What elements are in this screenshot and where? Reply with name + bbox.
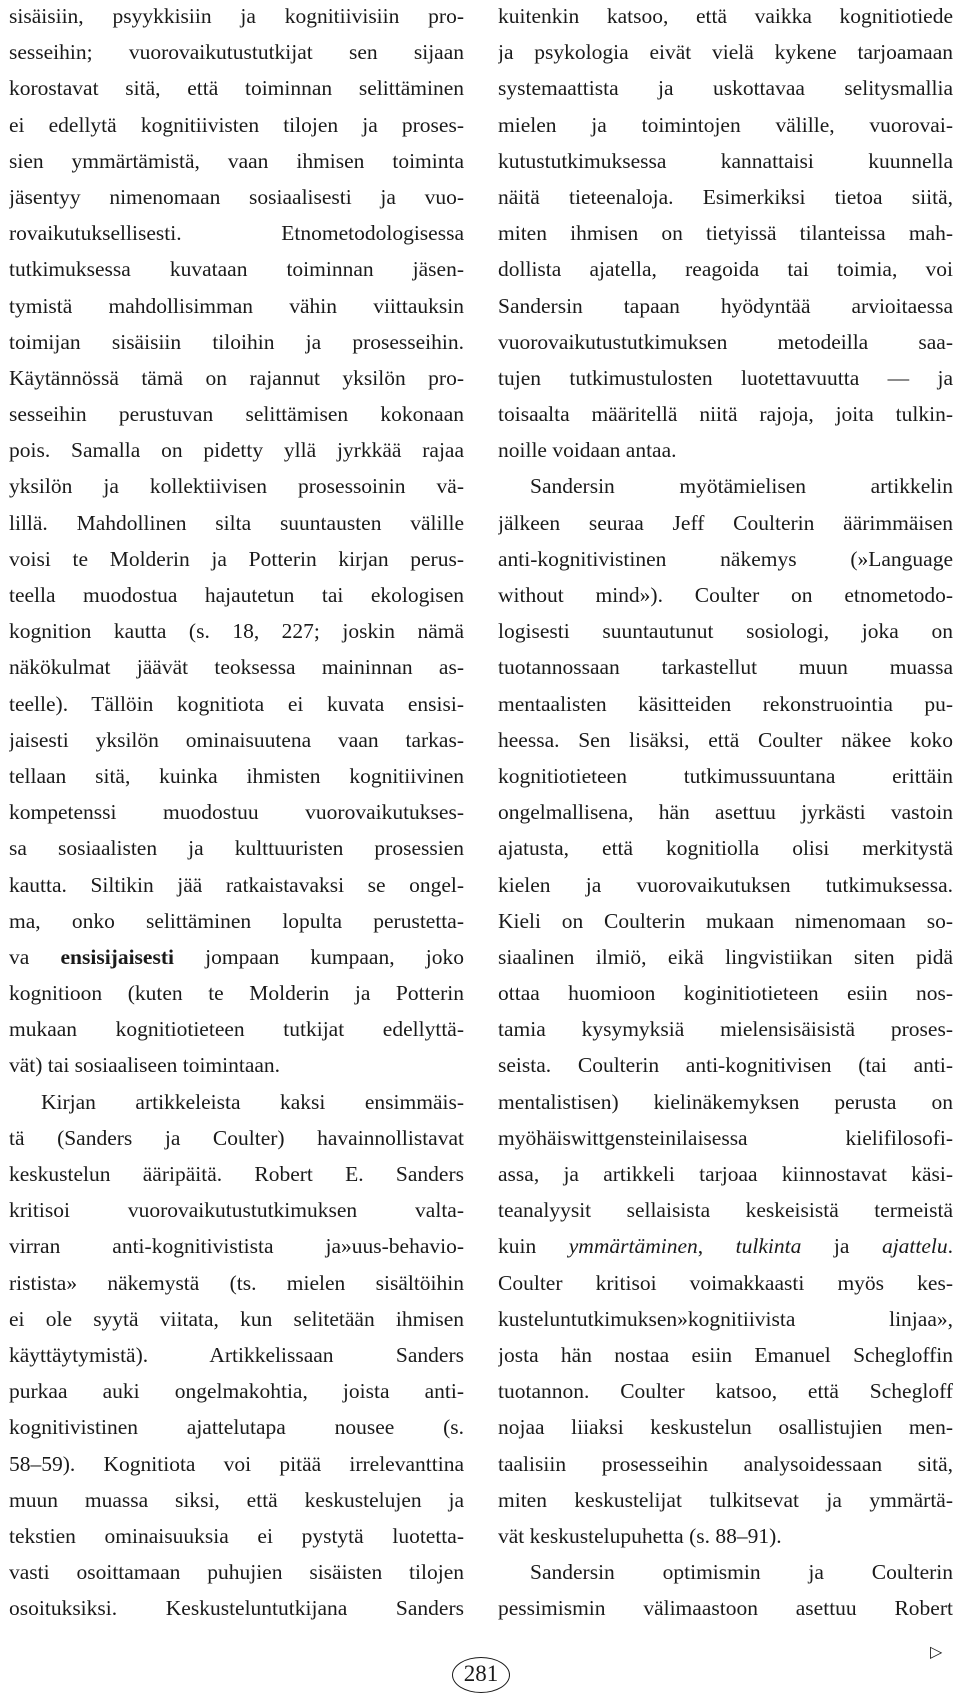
text-line: muun muassa siksi, että keskustelujen ja bbox=[9, 1487, 464, 1512]
text-line: ja psykologia eivät vielä kykene tarjoamaan bbox=[498, 40, 953, 65]
text-line: kognitiotieteen tutkimussuuntana erittäin bbox=[498, 763, 953, 788]
text-line: myöhäiswittgensteinilaisessa kielifilosofi- bbox=[498, 1125, 953, 1150]
paragraph-start-line: Sandersin myötämielisen artikkelin bbox=[530, 474, 953, 499]
text-line: jäsentyy nimenomaan sosiaalisesti ja vuo- bbox=[9, 184, 464, 209]
text-line: seista. Coulterin anti-kognitivisen (tai anti- bbox=[498, 1053, 953, 1078]
text-line: tellaan sitä, kuinka ihmisten kognitiivinen bbox=[9, 763, 464, 788]
text-line: rovaikutuksellisesti. Etnometodologisessa bbox=[9, 221, 464, 246]
text-line: Coulter kritisoi voimakkaasti myös kes- bbox=[498, 1270, 953, 1295]
text-line: keskustelun ääripäitä. Robert E. Sanders bbox=[9, 1162, 464, 1186]
text-line: tujen tutkimustulosten luotettavuutta — ja bbox=[498, 365, 953, 390]
text-line: mielen ja toimintojen välille, vuorovai- bbox=[498, 112, 953, 137]
paragraph-start-line: Sandersin optimismin ja Coulterin bbox=[530, 1560, 953, 1585]
paragraph-end-line: vät) tai sosiaaliseen toimintaan. bbox=[9, 1053, 281, 1078]
text-line: teelle). Tällöin kognitiota ei kuvata ensisi- bbox=[9, 691, 464, 716]
text-line: kritisoi vuorovaikutustutkimuksen valta- bbox=[9, 1198, 464, 1223]
text-line-with-emphasis bbox=[9, 939, 464, 975]
text-line: osoituksiksi. Keskusteluntutkijana Sanders bbox=[9, 1596, 464, 1621]
italic-term: tulkinta bbox=[735, 1234, 802, 1259]
text-line: kutustutkimuksessa kannattaisi kuunnella bbox=[498, 148, 953, 173]
paragraph-end-line: noille voidaan antaa. bbox=[498, 438, 677, 463]
text-line: Sandersin tapaan hyödyntää arvioitaessa bbox=[498, 293, 953, 318]
text-line: pessimismin välimaastoon asettuu Robert bbox=[498, 1596, 953, 1621]
text-line: kognitioon (kuten te Molderin ja Potterin bbox=[9, 981, 464, 1006]
text-line: korostavat sitä, että toiminnan selittäminen bbox=[9, 76, 464, 101]
text-line: jälkeen seuraa Jeff Coulterin äärimmäisen bbox=[498, 510, 953, 535]
text-line: toimijan sisäisiin tiloihin ja prosesseihin. bbox=[9, 329, 464, 354]
left-text-column bbox=[9, 0, 464, 1626]
text-line: ei ole syytä viitata, kun selitetään ihmisen bbox=[9, 1306, 464, 1331]
page-number: 281 bbox=[452, 1657, 510, 1693]
text-line: sisäisiin, psyykkisiin ja kognitiivisiin pro- bbox=[9, 4, 464, 28]
text-line: sesseihin perustuvan selittämisen kokonaan bbox=[9, 402, 464, 427]
text-line: sien ymmärtämistä, vaan ihmisen toiminta bbox=[9, 148, 464, 173]
text-line: nojaa liiaksi keskustelun osallistujien men- bbox=[498, 1415, 953, 1440]
text-segment: va bbox=[9, 944, 61, 969]
text-line: Käytännössä tämä on rajannut yksilön pro- bbox=[9, 365, 464, 390]
text-line: kusteluntutkimuksen»kognitiivista linjaa», bbox=[498, 1306, 953, 1331]
text-segment: kuin bbox=[498, 1234, 569, 1259]
text-segment: . bbox=[947, 1234, 953, 1259]
text-segment: , bbox=[697, 1234, 736, 1259]
text-line: miten ihmisen on tietyissä tilanteissa mah- bbox=[498, 221, 953, 246]
text-line: logisesti suuntautunut sosiologi, joka on bbox=[498, 619, 953, 644]
text-segment: ja bbox=[801, 1234, 882, 1259]
text-line: vasti osoittamaan puhujien sisäisten tilojen bbox=[9, 1560, 464, 1585]
text-line: tamia kysymyksiä mielensisäisistä proses- bbox=[498, 1017, 953, 1042]
text-line: kuitenkin katsoo, että vaikka kognitiotiede bbox=[498, 4, 953, 28]
text-line: ristista» näkemystä (ts. mielen sisältöihin bbox=[9, 1270, 464, 1295]
text-line: ei edellytä kognitiivisten tilojen ja proses- bbox=[9, 112, 464, 137]
text-line: kompetenssi muodostuu vuorovaikutukses- bbox=[9, 800, 464, 825]
text-line-with-italics bbox=[498, 1228, 953, 1264]
text-line: Kieli on Coulterin mukaan nimenomaan so- bbox=[498, 908, 953, 933]
text-line: kautta. Siltikin jää ratkaistavaksi se ongel- bbox=[9, 872, 464, 897]
paragraph-start-line: Kirjan artikkeleista kaksi ensimmäis- bbox=[41, 1089, 464, 1114]
text-line: tekstien ominaisuuksia ei pystytä luotetta- bbox=[9, 1523, 464, 1548]
text-line: josta hän nostaa esiin Emanuel Schegloffin bbox=[498, 1342, 953, 1367]
text-line: ottaa huomioon koginitiotieteen esiin nos- bbox=[498, 981, 953, 1006]
text-line: kognitivistinen ajattelutapa nousee (s. bbox=[9, 1415, 464, 1440]
text-line: mentalistisen) kielinäkemyksen perusta on bbox=[498, 1089, 953, 1114]
italic-term: ymmärtäminen bbox=[568, 1234, 698, 1259]
text-line: pois. Samalla on pidetty yllä jyrkkää rajaa bbox=[9, 438, 464, 463]
text-line: ma, onko selittäminen lopulta perustetta- bbox=[9, 908, 464, 933]
text-line: dollista ajatella, reagoida tai toimia, voi bbox=[498, 257, 953, 282]
text-line: mukaan kognitiotieteen tutkijat edellyttä- bbox=[9, 1017, 464, 1042]
text-line: toisaalta määritellä niitä rajoja, joita tulkin- bbox=[498, 402, 953, 427]
text-line: virran anti-kognitivistista ja»uus-behavio- bbox=[9, 1234, 464, 1259]
text-line: vuorovaikutustutkimuksen metodeilla saa- bbox=[498, 329, 953, 354]
text-line: anti-kognitivistinen näkemys (»Language bbox=[498, 546, 953, 571]
text-line: tymistä mahdollisimman vähin viittauksin bbox=[9, 293, 464, 318]
text-line: assa, ja artikkeli tarjoaa kiinnostavat käsi- bbox=[498, 1162, 953, 1186]
text-line: voisi te Molderin ja Potterin kirjan perus- bbox=[9, 546, 464, 571]
text-line: miten keskustelijat tulkitsevat ja ymmärtä- bbox=[498, 1487, 953, 1512]
text-line: näkökulmat jäävät teoksessa maininnan as- bbox=[9, 655, 464, 680]
text-line: kielen ja vuorovaikutuksen tutkimuksessa. bbox=[498, 872, 953, 897]
text-line: tä (Sanders ja Coulter) havainnollistavat bbox=[9, 1125, 464, 1150]
text-line: without mind»). Coulter on etnometodo- bbox=[498, 583, 953, 607]
text-line: taalisiin prosesseihin analysoidessaan sitä, bbox=[498, 1451, 953, 1476]
text-line: tutkimuksessa kuvataan toiminnan jäsen- bbox=[9, 257, 464, 282]
text-line: kognition kautta (s. 18, 227; joskin nämä bbox=[9, 619, 464, 644]
text-line: sa sosiaalisten ja kulttuuristen prosessien bbox=[9, 836, 464, 861]
paragraph-end-line: vät keskustelupuhetta (s. 88–91). bbox=[498, 1523, 782, 1548]
text-line: tuotannossaan tarkastellut muun muassa bbox=[498, 655, 953, 680]
text-line: näitä tieteenaloja. Esimerkiksi tietoa siitä, bbox=[498, 184, 953, 209]
text-line: siaalinen ilmiö, eikä lingvistiikan siten pidä bbox=[498, 944, 953, 969]
text-line: purkaa auki ongelmakohtia, joista anti- bbox=[9, 1379, 464, 1404]
text-line: yksilön ja kollektiivisen prosessoinin vä- bbox=[9, 474, 464, 499]
text-line: ajatusta, että kognitiolla olisi merkitystä bbox=[498, 836, 953, 861]
text-line: sesseihin; vuorovaikutustutkijat sen sijaan bbox=[9, 40, 464, 65]
text-line: 58–59). Kognitiota voi pitää irrelevanttina bbox=[9, 1451, 464, 1476]
italic-term: ajattelu bbox=[881, 1234, 948, 1259]
text-line: ongelmallisena, hän asettuu jyrkästi vastoin bbox=[498, 800, 953, 825]
text-line: teella muodostua hajautetun tai ekologisen bbox=[9, 583, 464, 607]
right-text-column bbox=[498, 0, 953, 1626]
bold-emphasis: ensisijaisesti bbox=[60, 944, 174, 969]
text-line: heessa. Sen lisäksi, että Coulter näkee koko bbox=[498, 727, 953, 752]
text-line: mentaalisten käsitteiden rekonstruointia pu- bbox=[498, 691, 953, 716]
text-line: teanalyysit sellaisista keskeisistä termeistä bbox=[498, 1198, 953, 1223]
text-line: tuotannon. Coulter katsoo, että Schegloff bbox=[498, 1379, 953, 1404]
continue-arrow-icon: ▷ bbox=[930, 1644, 943, 1661]
text-line: lillä. Mahdollinen silta suuntausten välille bbox=[9, 510, 464, 535]
text-line: jaisesti yksilön ominaisuutena vaan tarkas- bbox=[9, 727, 464, 752]
text-line: systemaattista ja uskottavaa selitysmallia bbox=[498, 76, 953, 101]
text-line: käyttäytymistä). Artikkelissaan Sanders bbox=[9, 1342, 464, 1367]
text-segment: jompaan kumpaan, joko bbox=[173, 944, 464, 969]
